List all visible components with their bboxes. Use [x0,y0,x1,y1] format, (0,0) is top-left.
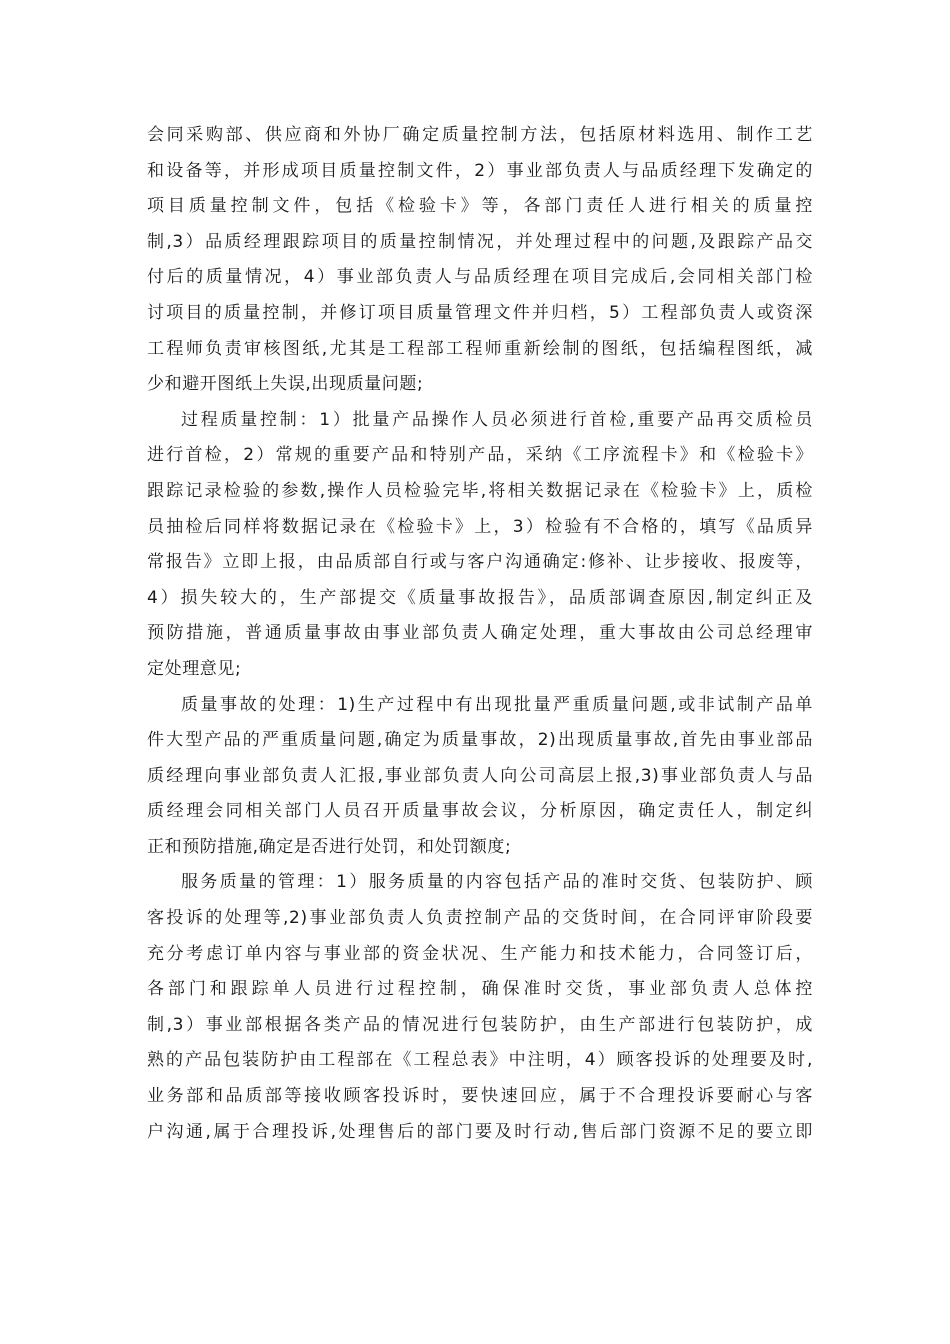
text-line: 客投诉的处理等,2)事业部负责人负责控制产品的交货时间，在合同评审阶段要 [147,908,813,929]
text-line: 制,3）品质经理跟踪项目的质量控制情况，并处理过程中的问题,及跟踪产品交 [147,231,813,252]
text-line: 员抽检后同样将数据记录在《检验卡》上，3）检验有不合格的，填写《品质异 [147,516,813,537]
text-line: 预防措施，普通质量事故由事业部负责人确定处理，重大事故由公司总经理审 [147,623,813,644]
text-line: 项目质量控制文件，包括《检验卡》等，各部门责任人进行相关的质量控 [147,196,813,217]
text-line: 工程师负责审核图纸,尤其是工程部工程师重新绘制的图纸，包括编程图纸，减 [147,338,813,359]
text-line: 常报告》立即上报，由品质部自行或与客户沟通确定:修补、让步接收、报废等， [147,552,813,573]
text-line: 制,3）事业部根据各类产品的情况进行包装防护，由生产部进行包装防护，成 [147,1014,813,1035]
text-line: 定处理意见; [147,658,242,679]
paragraph-quality-incident-start: 质量事故的处理：1)生产过程中有出现批量严重质量问题,或非试制产品单 [181,694,813,715]
text-line: 跟踪记录检验的参数,操作人员检验完毕,将相关数据记录在《检验卡》上，质检 [147,480,813,501]
paragraph-process-quality-start: 过程质量控制：1）批量产品操作人员必须进行首检,重要产品再交质检员 [181,409,813,430]
text-line: 和设备等，并形成项目质量控制文件，2）事业部负责人与品质经理下发确定的 [147,160,813,181]
text-line: 业务部和品质部等接收顾客投诉时，要快速回应，属于不合理投诉要耐心与客 [147,1086,813,1107]
text-line: 件大型产品的严重质量问题,确定为质量事故，2)出现质量事故,首先由事业部品 [147,730,813,751]
text-line: 户沟通,属于合理投诉,处理售后的部门要及时行动,售后部门资源不足的要立即 [147,1121,813,1142]
text-line: 少和避开图纸上失误,出现质量问题; [147,374,424,395]
text-line: 熟的产品包装防护由工程部在《工程总表》中注明，4）顾客投诉的处理要及时, [147,1050,813,1071]
text-line: 充分考虑订单内容与事业部的资金状况、生产能力和技术能力，合同签订后， [147,943,813,964]
document-body [147,118,813,1150]
text-line: 4）损失较大的，生产部提交《质量事故报告》，品质部调查原因,制定纠正及 [147,587,813,608]
text-line: 讨项目的质量控制，并修订项目质量管理文件并归档，5）工程部负责人或资深 [147,302,813,323]
text-line: 各部门和跟踪单人员进行过程控制，确保准时交货，事业部负责人总体控 [147,979,813,1000]
text-line: 质经理向事业部负责人汇报,事业部负责人向公司高层上报,3)事业部负责人与品 [147,765,813,786]
text-line: 付后的质量情况，4）事业部负责人与品质经理在项目完成后,会同相关部门检 [147,267,813,288]
text-line: 会同采购部、供应商和外协厂确定质量控制方法，包括原材料选用、制作工艺 [147,125,813,145]
text-line: 进行首检，2）常规的重要产品和特别产品，采纳《工序流程卡》和《检验卡》 [147,445,813,466]
text-line: 质经理会同相关部门人员召开质量事故会议，分析原因，确定责任人，制定纠 [147,801,813,822]
text-line: 正和预防措施,确定是否进行处罚，和处罚额度; [147,836,512,857]
paragraph-service-quality-start: 服务质量的管理：1）服务质量的内容包括产品的准时交货、包装防护、顾 [181,872,813,893]
